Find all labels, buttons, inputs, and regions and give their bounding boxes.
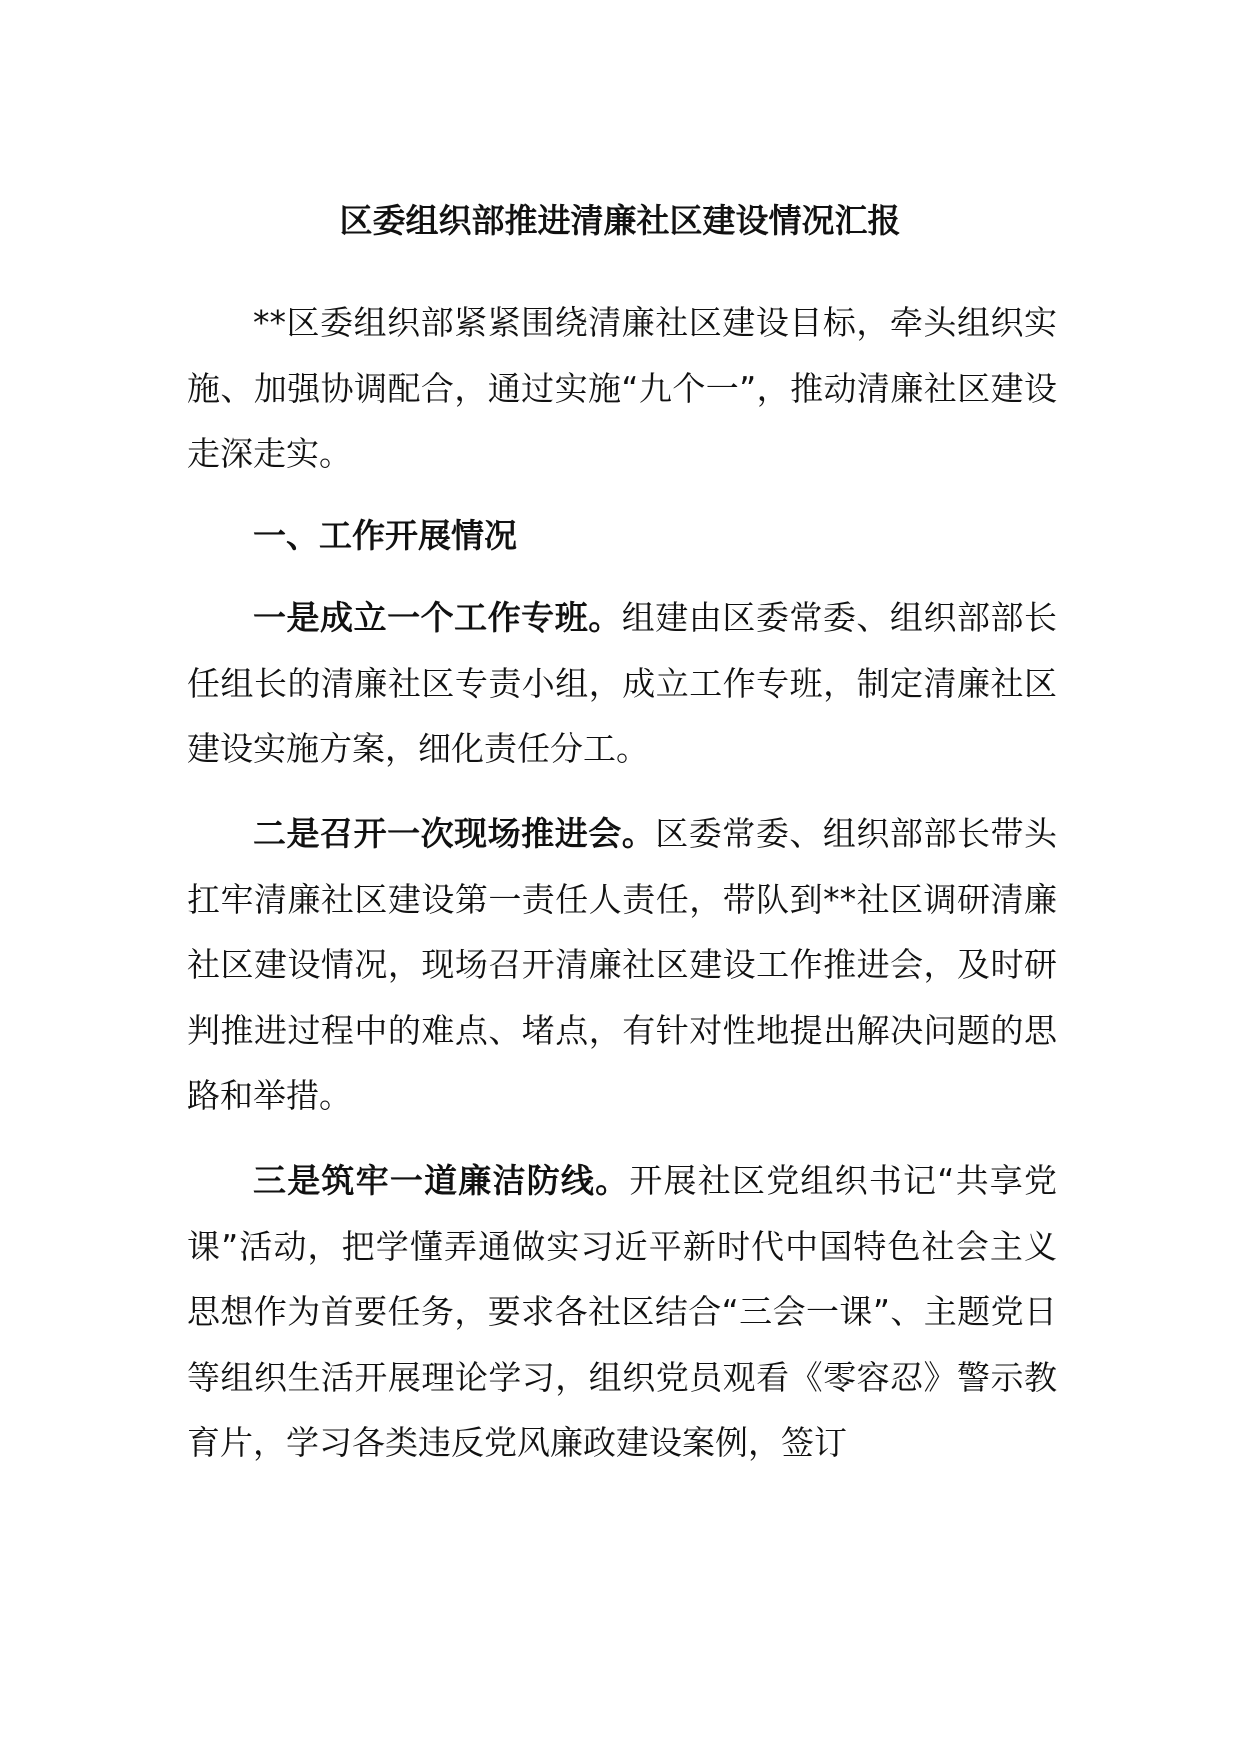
section-heading: 一、工作开展情况 <box>253 516 517 555</box>
work-item-paragraph <box>187 585 1057 782</box>
work-item-lead: 二是召开一次现场推进会。 <box>253 814 656 853</box>
work-item-paragraph <box>187 1148 1057 1476</box>
work-item-paragraph <box>187 801 1057 1129</box>
work-item-lead: 一是成立一个工作专班。 <box>253 598 622 637</box>
intro-paragraph: **区委组织部紧紧围绕清廉社区建设目标，牵头组织实施、加强协调配合，通过实施“九个一”，推动清廉社区建设走深走实。 <box>187 303 1057 473</box>
work-item-text: 区委常委、组织部部长带头扛牢清廉社区建设第一责任人责任，带队到**社区调研清廉社区建设情况，现场召开清廉社区建设工作推进会，及时研判推进过程中的难点、堵点，有针对性地提出解决问题的思路和举措。 <box>187 814 1058 1115</box>
document-title: 区委组织部推进清廉社区建设情况汇报 <box>339 201 901 240</box>
work-item-text: 开展社区党组织书记“共享党课”活动，把学懂弄通做实习近平新时代中国特色社会主义思想作为首要任务，要求各社区结合“三会一课”、主题党日等组织生活开展理论学习，组织党员观看《零容忍》警示教育片，学习各类违反党风廉政建设案例，签订 <box>187 1161 1057 1462</box>
work-item-text: 组建由区委常委、组织部部长任组长的清廉社区专责小组，成立工作专班，制定清廉社区建设实施方案，细化责任分工。 <box>187 598 1058 768</box>
work-item-lead: 三是筑牢一道廉洁防线。 <box>253 1161 630 1200</box>
